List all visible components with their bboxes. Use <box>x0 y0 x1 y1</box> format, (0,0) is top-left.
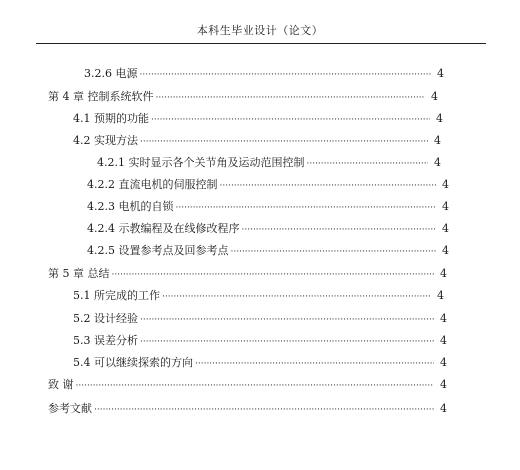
toc-entry-page: 4 <box>442 178 449 191</box>
toc-entry-title: 5.3 误差分析 <box>73 334 138 347</box>
toc-entry-title: 4.2.5 设置参考点及回参考点 <box>87 244 229 257</box>
toc-entry-title: 第 5 章 总结 <box>48 267 110 280</box>
toc-entry[interactable] <box>48 89 438 105</box>
toc-entry-title: 4.2 实现方法 <box>73 134 138 147</box>
toc-entry[interactable] <box>73 111 443 127</box>
page-header-title: 本科生毕业设计（论文） <box>196 24 324 37</box>
toc-entry[interactable] <box>73 333 447 349</box>
toc-entry[interactable] <box>87 243 449 259</box>
toc-dot-leader <box>140 133 428 150</box>
toc-dot-leader <box>156 89 426 106</box>
toc-entry[interactable] <box>87 199 449 215</box>
toc-entry-page: 4 <box>434 156 441 169</box>
toc-entry[interactable] <box>97 155 441 171</box>
toc-entry-title: 5.4 可以继续探索的方向 <box>73 356 193 369</box>
toc-entry-page: 4 <box>442 222 449 235</box>
toc-entry-title: 3.2.6 电源 <box>84 67 138 80</box>
toc-dot-leader <box>140 66 432 83</box>
toc-dot-leader <box>176 199 437 216</box>
toc-entry[interactable] <box>73 355 447 371</box>
toc-entry-title: 第 4 章 控制系统软件 <box>48 90 154 103</box>
toc-entry-page: 4 <box>434 134 441 147</box>
toc-entry-title: 4.2.1 实时显示各个关节角及运动范围控制 <box>97 156 305 169</box>
toc-entry[interactable] <box>73 311 447 327</box>
toc-entry-page: 4 <box>440 312 447 325</box>
toc-dot-leader <box>112 266 435 283</box>
toc-entry-page: 4 <box>437 289 444 302</box>
toc-entry-page: 4 <box>431 90 438 103</box>
toc-entry-title: 4.2.2 直流电机的伺服控制 <box>87 178 218 191</box>
toc-dot-leader <box>220 177 437 194</box>
toc-entry-title: 5.2 设计经验 <box>73 312 138 325</box>
toc-entry[interactable] <box>87 177 449 193</box>
toc-entry-title: 致 谢 <box>48 378 74 391</box>
toc-entry[interactable] <box>73 288 444 304</box>
toc-entry-page: 4 <box>440 267 447 280</box>
toc-dot-leader <box>162 288 431 305</box>
toc-dot-leader <box>76 377 435 394</box>
toc-dot-leader <box>94 401 434 418</box>
toc-dot-leader <box>306 155 428 172</box>
toc-entry-page: 4 <box>440 378 447 391</box>
toc-entry[interactable] <box>84 66 444 82</box>
toc-dot-leader <box>195 355 434 372</box>
toc-dot-leader <box>140 311 434 328</box>
toc-entry-title: 4.1 预期的功能 <box>73 112 149 125</box>
toc-entry-page: 4 <box>440 334 447 347</box>
toc-entry[interactable] <box>48 266 447 282</box>
toc-entry-page: 4 <box>440 356 447 369</box>
toc-entry-page: 4 <box>440 402 447 415</box>
toc-entry[interactable] <box>87 221 449 237</box>
toc-entry-title: 4.2.3 电机的自锁 <box>87 200 174 213</box>
toc-entry[interactable] <box>48 377 447 393</box>
toc-entry-page: 4 <box>442 200 449 213</box>
toc-entry-page: 4 <box>437 67 444 80</box>
toc-dot-leader <box>242 221 437 238</box>
toc-dot-leader <box>140 333 434 350</box>
toc-entry-page: 4 <box>442 244 449 257</box>
toc-entry[interactable] <box>48 401 447 417</box>
toc-entry-page: 4 <box>436 112 443 125</box>
toc-entry-title: 参考文献 <box>48 402 92 415</box>
toc-dot-leader <box>151 111 430 128</box>
toc-entry[interactable] <box>73 133 441 149</box>
toc-entry-title: 4.2.4 示教编程及在线修改程序 <box>87 222 240 235</box>
toc-entry-title: 5.1 所完成的工作 <box>73 289 160 302</box>
toc-dot-leader <box>231 243 437 260</box>
